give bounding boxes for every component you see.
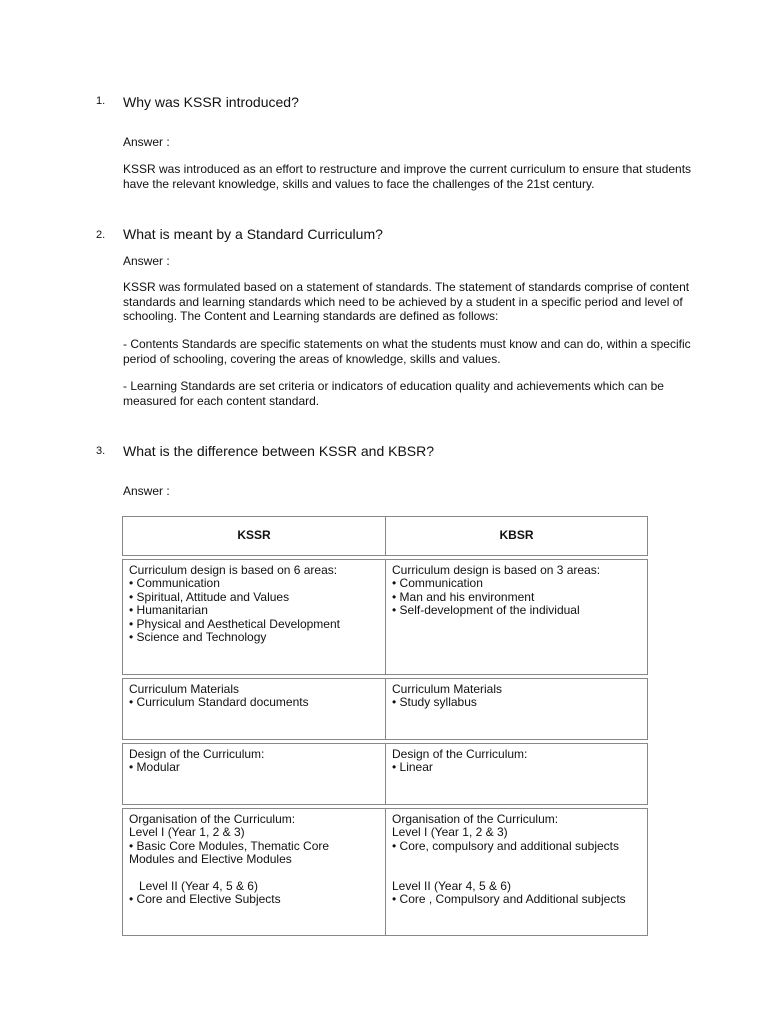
question-1-answer-label: Answer : [123,135,170,149]
question-2-paragraph-2: - Contents Standards are specific statements on what the students must know and can do, within a specific period of schooling, covering the areas of knowledge, skills and values. [123,337,691,366]
table-cell-kbsr [385,559,648,675]
table-cell-line: Organisation of the Curriculum: [129,812,296,826]
table-cell-line: • Curriculum Standard documents [129,695,309,710]
table-cell-line: Level I (Year 1, 2 & 3) [129,825,245,840]
table-cell-kssr [122,678,385,740]
table-row [122,743,648,805]
table-cell-kbsr [385,808,648,936]
question-1-number: 1. [96,95,106,107]
table-cell-line: • Core and Elective Subjects [129,892,281,907]
table-cell-line: • Science and Technology [129,630,267,645]
header-kbsr: KBSR [385,516,648,556]
question-2-answer-label: Answer : [123,254,170,268]
table-cell-line: • Linear [392,760,433,775]
table-cell-kssr [122,743,385,805]
table-cell-line: • Communication [129,576,220,591]
table-cell-line: • Physical and Aesthetical Development [129,616,340,631]
table-cell-kbsr [385,743,648,805]
question-2-text: What is meant by a Standard Curriculum? [123,226,383,242]
table-cell-line: • Man and his environment [392,589,535,604]
table-cell-line [129,867,380,880]
table-cell-kssr [122,808,385,936]
question-2-paragraph-1: KSSR was formulated based on a statement of standards. The statement of standards comprise of content standards and learning standards which need to be achieved by a student in a specific period and level of schooling. The Content and Learning standards are defined as follows: [123,280,690,323]
table-header-row [122,516,648,556]
comparison-table [122,513,648,939]
header-kssr: KSSR [122,516,385,556]
table-cell-line [392,853,642,866]
table-cell-line: • Modular [129,760,180,775]
comparison-table-body [122,559,648,936]
table-cell-line: Level II (Year 4, 5 & 6) [129,879,258,894]
table-cell-line: • Study syllabus [392,695,477,710]
question-1-answer: KSSR was introduced as an effort to restructure and improve the current curriculum to ensure that students have the relevant knowledge, skills and values to face the challenges of the 21st century. [123,162,692,191]
table-row [122,808,648,936]
table-cell-line [392,867,642,880]
table-cell-line: Modules and Elective Modules [129,852,292,867]
table-cell-line: Curriculum Materials [129,682,240,696]
table-cell-line: • Core, compulsory and additional subjects [392,838,619,853]
table-cell-kssr [122,559,385,675]
question-3-text: What is the difference between KSSR and KBSR? [123,443,435,459]
question-1-text: Why was KSSR introduced? [123,94,299,110]
table-cell-line: Level II (Year 4, 5 & 6) [392,879,511,893]
table-row [122,559,648,675]
table-cell-line: Organisation of the Curriculum: [392,812,559,826]
table-cell-kbsr [385,678,648,740]
question-2-paragraph-3: - Learning Standards are set criteria or indicators of education quality and achievements which can be measured for each content standard. [123,379,664,408]
table-cell-line: Curriculum Materials [392,682,503,696]
table-cell-line: Level I (Year 1, 2 & 3) [392,825,508,840]
table-cell-line: Design of the Curriculum: [129,747,265,761]
table-cell-line: • Humanitarian [129,603,208,618]
table-cell-line: • Self-development of the individual [392,603,580,618]
table-cell-line: • Basic Core Modules, Thematic Core [129,838,330,853]
table-cell-line: Design of the Curriculum: [392,747,528,761]
table-cell-line: • Spiritual, Attitude and Values [129,589,290,604]
table-cell-line: Curriculum design is based on 3 areas: [392,563,601,577]
table-row [122,678,648,740]
table-cell-line: • Core , Compulsory and Additional subjects [392,892,626,907]
question-3-number: 3. [96,445,106,457]
question-3-answer-label: Answer : [123,484,170,498]
table-cell-line: Curriculum design is based on 6 areas: [129,563,338,577]
table-cell-line: • Communication [392,576,483,591]
question-2-number: 2. [96,229,106,241]
